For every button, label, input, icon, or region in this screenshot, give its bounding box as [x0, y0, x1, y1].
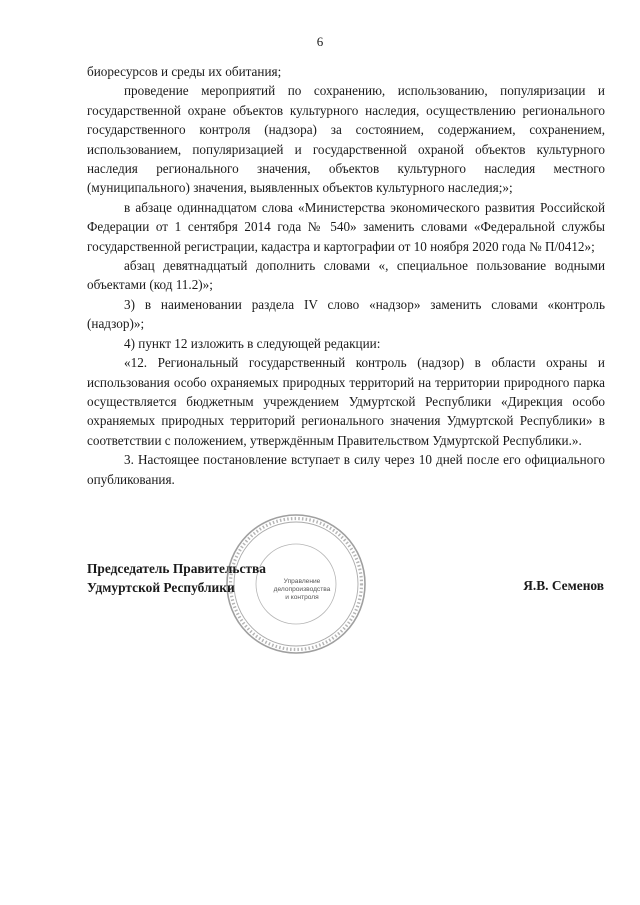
signatory-title — [87, 559, 266, 597]
paragraph: проведение мероприятий по сохранению, использованию, популяризации и государственной охране объектов культурного наследия, осуществлению регионального государственного контроля (надзора) за состоянием, содержанием, сохранением, использованием, популяризацией и государственной охраной объектов культурного наследия регионального значения, объектов культурного наследия местного (муниципального) значения, выявленных объектов культурного наследия;»; — [87, 83, 605, 196]
stamp-line: Управление — [283, 578, 321, 585]
stamp-line: делопроизводства — [273, 585, 331, 593]
document-body — [87, 62, 605, 489]
paragraph: 4) пункт 12 изложить в следующей редакции: — [124, 335, 381, 351]
stamp-inner-text — [262, 578, 342, 601]
signatory-title-line: Председатель Правительства — [87, 561, 266, 576]
stamp-line: и контроля — [285, 593, 319, 601]
paragraph: 3. Настоящее постановление вступает в силу через 10 дней после его официального опубликования. — [87, 452, 605, 487]
paragraph: 3) в наименовании раздела IV слово «надзор» заменить словами «контроль (надзор)»; — [87, 296, 605, 332]
paragraph: в абзаце одиннадцатом слова «Министерства экономического развития Российской Федерации от 1 сентября 2014 года № 540» заменить словами «Федеральной службы государственной регистрации, кадастра и картографии от 10 ноября 2020 года № П/0412»; — [87, 199, 605, 254]
paragraph: биоресурсов и среды их обитания; — [87, 64, 282, 79]
page-number: 6 — [316, 34, 324, 49]
paragraph: абзац девятнадцатый дополнить словами «, специальное пользование водными объектами (код 11.2)»; — [87, 258, 605, 293]
signatory-title-line: Удмуртской Республики — [87, 580, 235, 595]
paragraph: «12. Региональный государственный контроль (надзор) в области охраны и использования особо охраняемых природных территорий на территории природного парка осуществляется бюджетным учреждением Удмуртской Республики «Дирекция особо охраняемых природных территорий регионального значения Удмуртской Республики» в соответствии с положением, утверждённым Правительством Удмуртской Республики.». — [87, 355, 605, 448]
signatory-name: Я.В. Семенов — [523, 578, 604, 593]
